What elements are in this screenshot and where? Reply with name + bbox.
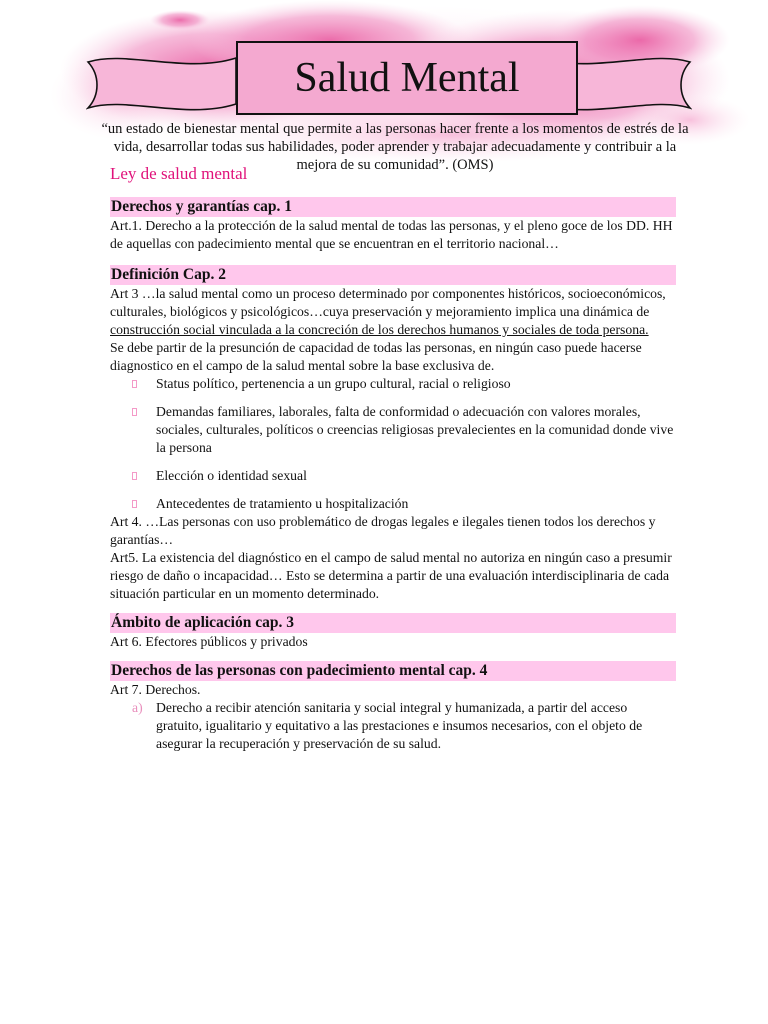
square-bullet-icon: [132, 408, 137, 416]
law-title: Ley de salud mental: [110, 164, 248, 183]
article-3-underlined: construcción social vinculada a la concreción de los derechos humanos y sociales de toda persona.: [110, 322, 649, 337]
article-1: Art.1. Derecho a la protección de la salud mental de todas las personas, y el pleno goce de los DD. HH de aquellas con padecimiento mental que se encuentran en el territorio nacional…: [110, 218, 673, 251]
article-3-text: Art 3 …la salud mental como un proceso determinado por componentes históricos, socioeconómicos, culturales, biológicos y psicológicos…cuya preservación y mejoramiento implica una dinámica de: [110, 286, 666, 319]
list-marker: a): [132, 700, 143, 715]
document-content: [110, 197, 676, 753]
square-bullet-icon: [132, 472, 137, 480]
list-item-text: Elección o identidad sexual: [156, 468, 307, 483]
article-7: Art 7. Derechos.: [110, 682, 201, 697]
article-4: Art 4. …Las personas con uso problemático de drogas legales e ilegales tienen todos los derechos y garantías…: [110, 514, 656, 547]
square-bullet-icon: [132, 380, 137, 388]
list-item-text: Status político, pertenencia a un grupo cultural, racial o religioso: [156, 376, 511, 391]
section-heading-cap4: Derechos de las personas con padecimiento mental cap. 4: [110, 661, 676, 681]
section-heading-cap1: Derechos y garantías cap. 1: [110, 197, 676, 217]
square-bullet-icon: [132, 500, 137, 508]
page-title: Salud Mental: [294, 55, 520, 101]
presumption-paragraph: Se debe partir de la presunción de capacidad de todas las personas, en ningún caso puede hacerse diagnostico en el campo de la salud mental sobre la base exclusiva de.: [110, 340, 642, 373]
list-item: [110, 375, 676, 393]
section-heading-cap2: Definición Cap. 2: [110, 265, 676, 285]
list-item: [110, 495, 676, 513]
list-item-text: Antecedentes de tratamiento u hospitalización: [156, 496, 409, 511]
who-definition-quote: “un estado de bienestar mental que permite a las personas hacer frente a los momentos de estrés de la vida, desarrollar todas sus habilidades, poder aprender y trabajar adecuadamente y contribuir a la mejora de su comunidad”. (OMS): [101, 121, 689, 173]
article-3: [110, 285, 676, 339]
list-item: [110, 403, 676, 457]
exclusion-list: [110, 375, 676, 513]
article-6: Art 6. Efectores públicos y privados: [110, 634, 308, 649]
list-item-text: Derecho a recibir atención sanitaria y social integral y humanizada, a partir del acceso gratuito, igualitario y equitativo a las prestaciones e insumos necesarios, con el objeto de asegurar la recuperación y preservación de su salud.: [156, 700, 643, 751]
rights-list: [110, 699, 676, 753]
section-heading-cap3: Ámbito de aplicación cap. 3: [110, 613, 676, 633]
list-item-text: Demandas familiares, laborales, falta de conformidad o adecuación con valores morales, sociales, culturales, políticos o creencias religiosas prevalecientes en la comunidad donde vive la persona: [156, 404, 674, 455]
article-5: Art5. La existencia del diagnóstico en el campo de salud mental no autoriza en ningún caso a presumir riesgo de daño o incapacidad… Esto se determina a partir de una evaluación interdisciplinaria de cada situación particular en un momento determinado.: [110, 550, 672, 601]
title-box: [236, 41, 578, 115]
list-item: [110, 467, 676, 485]
list-item: [110, 699, 676, 753]
